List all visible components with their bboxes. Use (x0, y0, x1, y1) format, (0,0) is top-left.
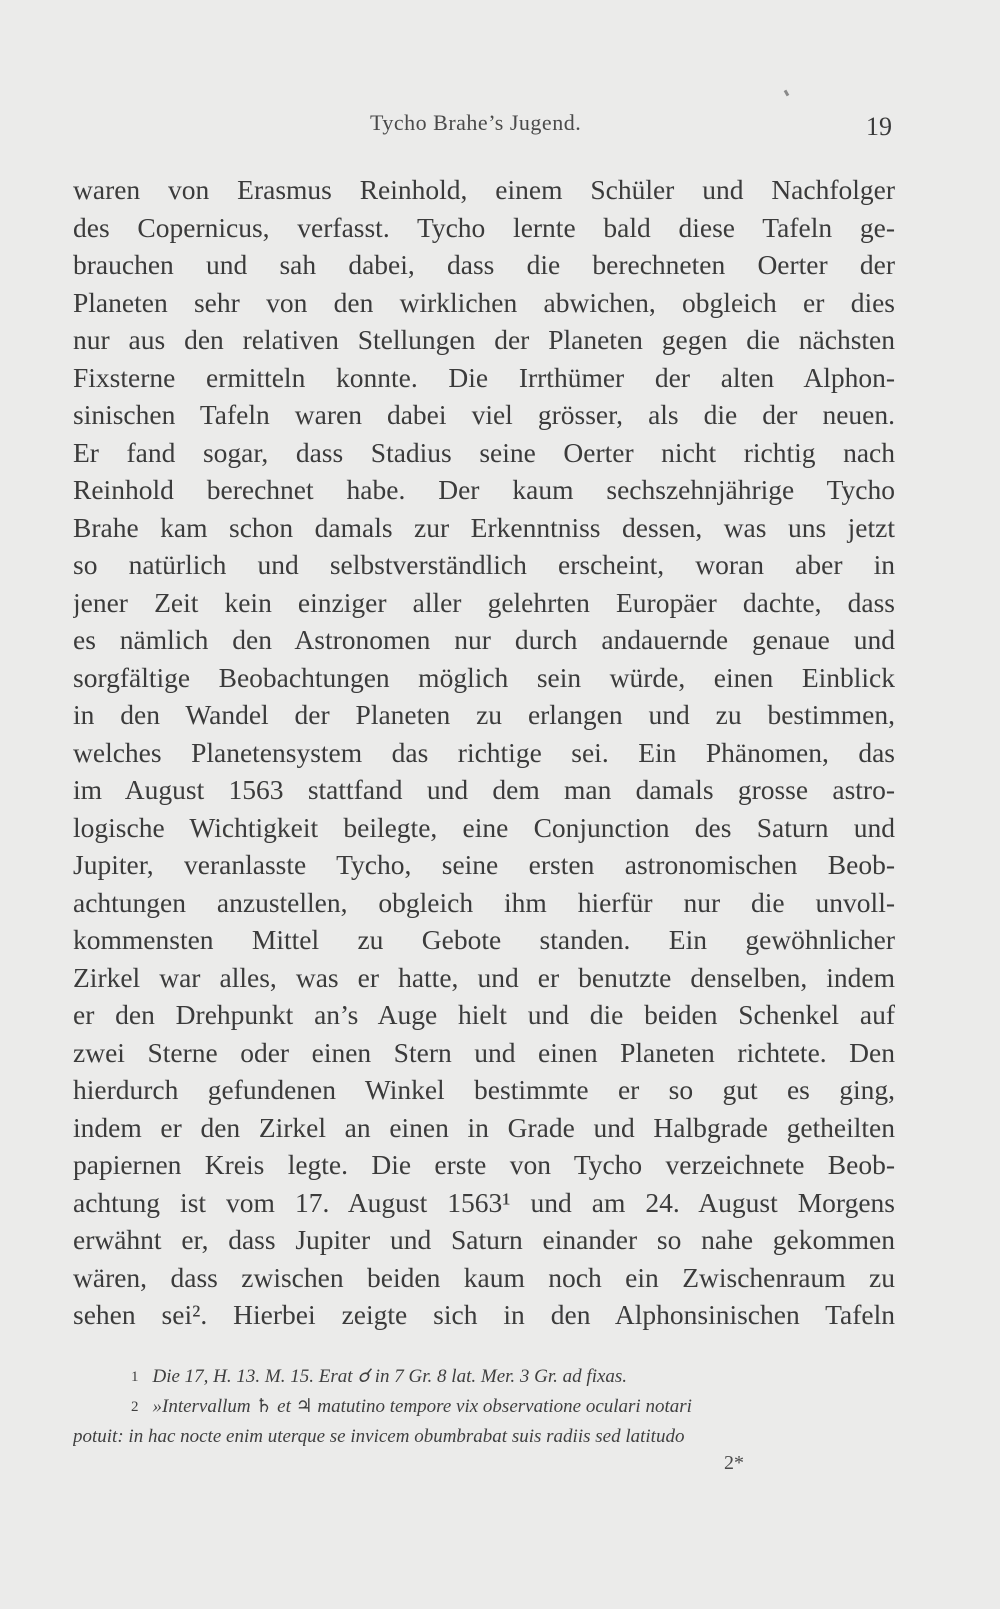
text-line: Zirkel war alles, was er hatte, und er benutzte denselben, indem (73, 961, 895, 993)
text-line: nur aus den relativen Stellungen der Planeten gegen die nächsten (73, 324, 895, 355)
text-line: sorgfältige Beobachtungen möglich sein würde, einen Einblick (73, 661, 895, 693)
text-line: wären, dass zwischen beiden kaum noch ein Zwischenraum zu (73, 1261, 895, 1293)
text-line: er den Drehpunkt an’s Auge hielt und die beiden Schenkel auf (73, 999, 895, 1030)
text-line: achtung ist vom 17. August 1563¹ und am 24. August Morgens (73, 1186, 895, 1218)
print-speck (784, 90, 790, 97)
footnote-1 (73, 1362, 895, 1392)
text-line: papiernen Kreis legte. Die erste von Tycho verzeichnete Beob- (73, 1149, 895, 1180)
text-line: logische Wichtigkeit beilegte, eine Conjunction des Saturn und (73, 811, 895, 843)
text-line: Jupiter, veranlasste Tycho, seine ersten astronomischen Beob- (73, 849, 895, 880)
text-line: des Copernicus, verfasst. Tycho lernte bald diese Tafeln ge- (73, 211, 895, 243)
footnote-mark: 1 (131, 1369, 139, 1385)
text-line: so natürlich und selbstverständlich erscheint, woran aber in (73, 549, 895, 580)
text-line: welches Planetensystem das richtige sei. Ein Phänomen, das (73, 736, 895, 768)
text-line: brauchen und sah dabei, dass die berechneten Oerter der (73, 249, 895, 280)
page-number: 19 (866, 112, 892, 141)
text-line: waren von Erasmus Reinhold, einem Schüler und Nachfolger (73, 174, 895, 205)
text-line: Reinhold berechnet habe. Der kaum sechszehnjährige Tycho (73, 474, 895, 505)
text-line: sinischen Tafeln waren dabei viel grösser, als die der neuen. (73, 399, 895, 430)
text-line: im August 1563 stattfand und dem man damals grosse astro- (73, 774, 895, 805)
text-line: Er fand sogar, dass Stadius seine Oerter nicht richtig nach (73, 436, 895, 468)
footnote-mark: 2 (131, 1399, 139, 1415)
signature-mark: 2* (724, 1452, 744, 1474)
text-line: Fixsterne ermitteln konnte. Die Irrthümer der alten Alphon- (73, 361, 895, 393)
text-line: es nämlich den Astronomen nur durch andauernde genaue und (73, 624, 895, 655)
footnotes (73, 1362, 895, 1452)
running-title: Tycho Brahe’s Jugend. (370, 110, 582, 135)
text-line: erwähnt er, dass Jupiter und Saturn einander so nahe gekommen (73, 1224, 895, 1255)
text-line: in den Wandel der Planeten zu erlangen und zu bestimmen, (73, 699, 895, 730)
text-line: sehen sei². Hierbei zeigte sich in den Alphonsinischen Tafeln (73, 1299, 895, 1330)
footnote-2-continuation (73, 1422, 895, 1452)
footnote-text: »Intervallum ♄ et ♃ matutino tempore vix observatione oculari notari (152, 1396, 692, 1417)
main-text (73, 171, 895, 1334)
footnote-text: Die 17, H. 13. M. 15. Erat ☌ in 7 Gr. 8 lat. Mer. 3 Gr. ad fixas. (152, 1366, 628, 1387)
text-line: jener Zeit kein einziger aller gelehrten Europäer dachte, dass (73, 586, 895, 618)
page-header (0, 108, 1000, 148)
text-line: kommensten Mittel zu Gebote standen. Ein gewöhnlicher (73, 924, 895, 955)
text-line: hierdurch gefundenen Winkel bestimmte er so gut es ging, (73, 1074, 895, 1105)
footnote-2 (73, 1392, 895, 1422)
text-line: achtungen anzustellen, obgleich ihm hierfür nur die unvoll- (73, 886, 895, 918)
text-line: indem er den Zirkel an einen in Grade und Halbgrade getheilten (73, 1111, 895, 1143)
text-line: zwei Sterne oder einen Stern und einen Planeten richtete. Den (73, 1036, 895, 1068)
footnote-text: potuit: in hac nocte enim uterque se invicem obumbrabat suis radiis sed latitudo (73, 1426, 685, 1447)
text-line: Planeten sehr von den wirklichen abwichen, obgleich er dies (73, 286, 895, 318)
text-line: Brahe kam schon damals zur Erkenntniss dessen, was uns jetzt (73, 511, 895, 543)
